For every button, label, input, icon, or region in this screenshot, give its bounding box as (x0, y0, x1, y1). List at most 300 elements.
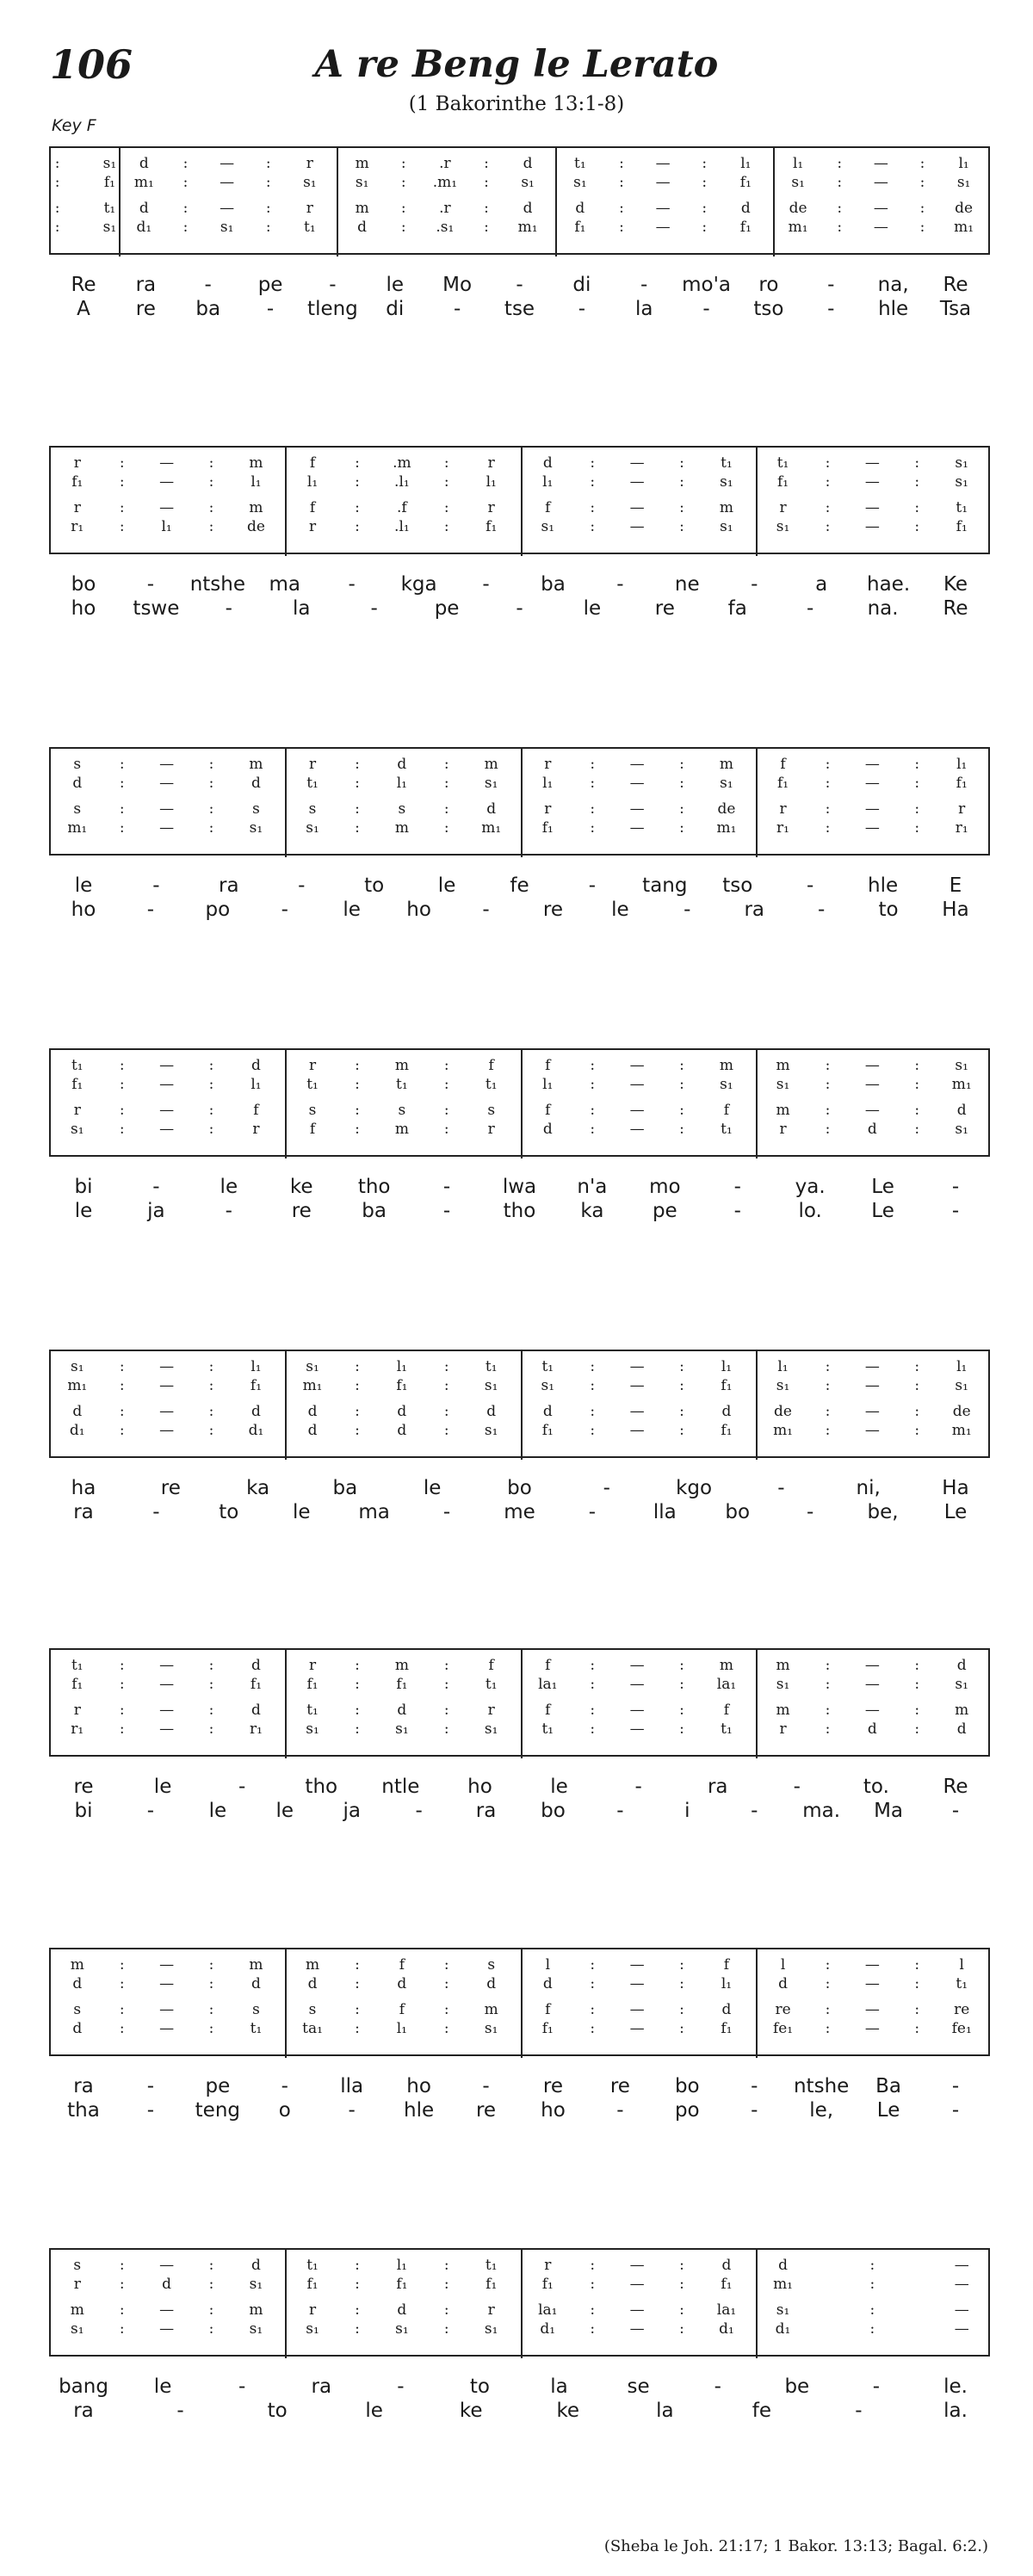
lyric-syllable: tho (503, 1200, 536, 1222)
solfa-note: — (159, 1377, 175, 1394)
solfa-note: s (308, 1102, 317, 1119)
beat-separator: : (443, 1657, 449, 1674)
beat-separator: : (484, 174, 489, 191)
beat-separator: : (919, 200, 925, 217)
solfa-note: r (779, 800, 787, 818)
solfa-note: f₁ (721, 2276, 733, 2293)
solfa-note: r (73, 1102, 81, 1119)
solfa-note: l₁ (740, 155, 752, 172)
beat-separator: : (914, 1676, 920, 1693)
solfa-note: s₁ (955, 1676, 968, 1693)
solfa-note: s₁ (71, 1358, 84, 1375)
solfa-note: — (629, 2257, 645, 2274)
beat-separator: : (443, 2020, 449, 2037)
beat-separator: : (443, 2301, 449, 2319)
solfa-note: l (780, 1956, 786, 1974)
lyric-syllable: le (292, 1501, 311, 1523)
beat-separator: : (679, 2001, 684, 2018)
beat-separator: : (355, 473, 360, 491)
solfa-note: — (629, 2001, 645, 2018)
voice-row (49, 1720, 990, 1738)
beat-separator: : (119, 1121, 125, 1138)
music-system (0, 146, 1033, 405)
lyric-line (49, 2099, 990, 2125)
beat-separator: : (208, 800, 214, 818)
solfa-note: l₁ (956, 756, 968, 773)
solfa-note: d (397, 756, 407, 773)
solfa-note: r (308, 1657, 317, 1674)
solfa-note: — (629, 499, 645, 516)
music-system (0, 446, 1033, 704)
solfa-note: d (575, 200, 585, 217)
voice-row (49, 1121, 990, 1138)
solfa-note: l₁ (306, 473, 319, 491)
lyric-syllable: kga (400, 573, 437, 596)
solfa-note: — (629, 800, 645, 818)
beat-separator: : (590, 499, 596, 516)
beat-separator: : (837, 155, 843, 172)
solfa-note: d (251, 1975, 261, 1992)
lyric-syllable: n'a (577, 1176, 608, 1198)
lyric-syllable: na, (877, 274, 909, 296)
solfa-note: — (159, 1657, 175, 1674)
solfa-note: s₁ (71, 1121, 84, 1138)
solfa-note: d₁ (540, 2320, 556, 2338)
lyric-syllable: bo (71, 573, 96, 596)
solfa-note: — (159, 2257, 175, 2274)
lyric-syllable: - (281, 2075, 288, 2097)
solfa-note: — (864, 1076, 880, 1093)
lyric-syllable: ra (744, 899, 764, 921)
solfa-note: f₁ (739, 219, 752, 236)
lyric-syllable: fe (510, 874, 529, 897)
lyric-syllable: a (815, 573, 828, 596)
solfa-note: t₁ (721, 454, 733, 472)
solfa-note: f₁ (71, 1076, 84, 1093)
solfa-note: la₁ (716, 2301, 737, 2319)
scripture-reference: (1 Bakorinthe 13:1-8) (408, 93, 625, 115)
beat-separator: : (590, 473, 596, 491)
solfa-note: t₁ (485, 1358, 498, 1375)
solfa-note: f₁ (956, 518, 968, 535)
solfa-note: s₁ (306, 819, 319, 837)
beat-separator: : (208, 473, 214, 491)
beat-separator: : (443, 454, 449, 472)
solfa-note: d (956, 1720, 967, 1738)
solfa-note: — (220, 174, 235, 191)
beat-separator: : (679, 819, 684, 837)
solfa-note: de (955, 200, 974, 217)
beat-separator: : (590, 775, 596, 792)
solfa-note: — (629, 1720, 645, 1738)
solfa-note: s₁ (955, 473, 968, 491)
beat-separator: : (208, 1403, 214, 1420)
lyric-syllable: bo (541, 1800, 566, 1822)
solfa-note: t₁ (71, 1657, 84, 1674)
solfa-note: r (308, 518, 317, 535)
beat-separator: : (590, 1121, 596, 1138)
beat-separator: : (355, 2001, 360, 2018)
lyric-syllable: bi (74, 1800, 93, 1822)
solfa-note: d (956, 1657, 967, 1674)
lyric-syllable: ho (406, 899, 431, 921)
beat-separator: : (825, 1102, 831, 1119)
lyric-syllable: - (442, 1176, 451, 1198)
beat-separator: : (443, 1121, 449, 1138)
beat-separator: : (208, 2320, 214, 2338)
beat-separator: : (54, 200, 60, 217)
solfa-note: r₁ (71, 518, 84, 535)
solfa-note: s₁ (541, 518, 555, 535)
beat-separator: : (825, 1358, 831, 1375)
solfa-note: d (139, 200, 149, 217)
lyric-syllable: tho (305, 1776, 338, 1798)
solfa-note: f₁ (250, 1676, 263, 1693)
solfa-note: m (394, 1121, 409, 1138)
voice-row (49, 775, 990, 792)
beat-separator: : (679, 800, 684, 818)
solfa-note: m (484, 2001, 498, 2018)
solfa-note: m₁ (302, 1377, 323, 1394)
solfa-note: .m₁ (432, 174, 458, 191)
lyric-syllable: le (208, 1800, 227, 1822)
solfa-note: s₁ (303, 174, 317, 191)
solfa-note: d (251, 2257, 261, 2274)
solfa-note: d₁ (69, 1422, 85, 1439)
beat-separator: : (825, 775, 831, 792)
lyric-syllable: lla (653, 1501, 677, 1523)
solfa-note: l₁ (792, 155, 804, 172)
beat-separator: : (702, 219, 708, 236)
solfa-note: — (629, 2020, 645, 2037)
beat-separator: : (825, 1720, 831, 1738)
beat-separator: : (443, 1676, 449, 1693)
beat-separator: : (119, 756, 125, 773)
solfa-note: — (629, 1956, 645, 1974)
beat-separator: : (208, 454, 214, 472)
beat-separator: : (914, 473, 920, 491)
beat-separator: : (400, 219, 406, 236)
beat-separator: : (355, 756, 360, 773)
voice-row (49, 499, 990, 516)
lyric-syllable: la (293, 597, 311, 620)
music-system (0, 2248, 1033, 2506)
lyric-line (49, 2400, 990, 2425)
beat-separator: : (443, 518, 449, 535)
solfa-note: — (629, 2276, 645, 2293)
solfa-note: s₁ (955, 1377, 968, 1394)
lyric-syllable: se (627, 2375, 650, 2398)
lyric-syllable: le (611, 899, 629, 921)
solfa-note: — (629, 819, 645, 837)
solfa-note: — (220, 200, 235, 217)
beat-separator: : (825, 499, 831, 516)
lyric-line (49, 274, 990, 300)
lyric-syllable: hle (878, 298, 909, 320)
lyric-syllable: - (370, 597, 378, 620)
beat-separator: : (443, 2320, 449, 2338)
lyric-syllable: le (74, 874, 93, 897)
lyric-line (49, 1176, 990, 1202)
solfa-note: — (864, 775, 880, 792)
voice-row (49, 800, 990, 818)
beat-separator: : (702, 155, 708, 172)
solfa-note: s₁ (776, 1076, 790, 1093)
solfa-note: f (399, 1956, 405, 1974)
beat-separator: : (119, 1076, 125, 1093)
solfa-note: — (629, 1358, 645, 1375)
solfa-note: t₁ (485, 1076, 498, 1093)
solfa-note: r (487, 499, 495, 516)
lyric-syllable: - (146, 899, 155, 921)
beat-separator: : (679, 1975, 684, 1992)
beat-separator: : (825, 1657, 831, 1674)
solfa-note: — (864, 454, 880, 472)
beat-separator: : (119, 2276, 125, 2293)
solfa-note: m₁ (67, 1377, 88, 1394)
solfa-note: l₁ (721, 1358, 733, 1375)
lyric-syllable: - (777, 1477, 785, 1499)
beat-separator: : (355, 1358, 360, 1375)
solfa-note: s₁ (484, 1720, 498, 1738)
beat-separator: : (590, 1720, 596, 1738)
lyric-syllable: - (152, 1501, 160, 1523)
solfa-note: l₁ (777, 1358, 789, 1375)
beat-separator: : (590, 1702, 596, 1719)
solfa-note: — (629, 2320, 645, 2338)
voice-row (49, 1702, 990, 1719)
lyric-syllable: mo (649, 1176, 681, 1198)
solfa-note: — (864, 2001, 880, 2018)
lyric-syllable: to (878, 899, 899, 921)
lyric-syllable: Ma (874, 1800, 904, 1822)
solfa-note: f (545, 2001, 551, 2018)
solfa-note: d₁ (136, 219, 152, 236)
solfa-note: m (719, 756, 734, 773)
beat-separator: : (119, 473, 125, 491)
beat-separator: : (443, 1702, 449, 1719)
lyric-syllable: - (603, 1477, 610, 1499)
solfa-note: m (394, 819, 409, 837)
lyric-syllable: - (817, 899, 826, 921)
solfa-note: r (779, 1720, 787, 1738)
solfa-note: f₁ (956, 775, 968, 792)
lyric-syllable: o (278, 2099, 291, 2122)
lyric-syllable: ra (219, 874, 239, 897)
beat-separator: : (400, 200, 406, 217)
solfa-note: s₁ (102, 155, 117, 172)
lyric-syllable: - (807, 597, 814, 620)
solfa-note: m (249, 1956, 263, 1974)
solfa-note: s₁ (791, 174, 805, 191)
solfa-note: m₁ (773, 1422, 793, 1439)
beat-separator: : (484, 200, 489, 217)
lyric-syllable: po (674, 2099, 700, 2122)
lyric-syllable: - (516, 597, 523, 620)
solfa-note: l₁ (251, 1358, 262, 1375)
beat-separator: : (208, 1377, 214, 1394)
solfa-note: s (308, 2001, 317, 2018)
solfa-note: — (159, 1676, 175, 1693)
solfa-note: t₁ (306, 1702, 319, 1719)
solfa-note: — (873, 219, 888, 236)
solfa-note: d₁ (775, 2320, 791, 2338)
beat-separator: : (119, 800, 125, 818)
beat-separator: : (590, 1076, 596, 1093)
solfa-note: t₁ (776, 454, 789, 472)
beat-separator: : (590, 454, 596, 472)
solfa-note: d (542, 1121, 553, 1138)
solfa-note: s₁ (484, 2020, 498, 2037)
beat-separator: : (443, 473, 449, 491)
beat-separator: : (119, 1720, 125, 1738)
solfa-note: .l₁ (394, 518, 410, 535)
solfa-note: — (159, 1422, 175, 1439)
beat-separator: : (869, 2276, 875, 2293)
solfa-note: — (873, 155, 888, 172)
lyric-syllable: be, (867, 1501, 899, 1523)
lyric-syllable: - (225, 597, 232, 620)
lyric-syllable: re (609, 2075, 630, 2097)
beat-separator: : (265, 200, 271, 217)
beat-separator: : (590, 518, 596, 535)
beat-separator: : (825, 454, 831, 472)
solfa-note: l₁ (486, 473, 497, 491)
beat-separator: : (119, 1422, 125, 1439)
lyric-syllable: ho (406, 2075, 431, 2097)
lyric-syllable: - (415, 1800, 423, 1822)
lyric-syllable: le (153, 2375, 172, 2398)
solfa-note: — (629, 2301, 645, 2319)
lyric-syllable: ho (71, 597, 96, 620)
lyric-syllable: tso (722, 874, 753, 897)
lyric-syllable: - (397, 2375, 405, 2398)
solfa-note: s₁ (956, 174, 971, 191)
lyric-syllable: ne (674, 573, 700, 596)
beat-separator: : (590, 819, 596, 837)
solfa-note: d (778, 1975, 788, 1992)
lyric-syllable: - (640, 274, 648, 296)
beat-separator: : (208, 1676, 214, 1693)
solfa-note: f₁ (739, 174, 752, 191)
lyric-syllable: - (951, 2099, 960, 2122)
solfa-note: .s₁ (436, 219, 455, 236)
solfa-note: — (629, 1702, 645, 1719)
beat-separator: : (443, 1975, 449, 1992)
beat-separator: : (54, 219, 60, 236)
voice-row (49, 1956, 990, 1974)
solfa-note: f₁ (71, 1676, 84, 1693)
beat-separator: : (443, 1076, 449, 1093)
beat-separator: : (679, 499, 684, 516)
music-system (0, 747, 1033, 1005)
lyric-syllable: ka (246, 1477, 270, 1499)
lyric-syllable: tha (67, 2099, 100, 2122)
lyric-syllable: Re (943, 597, 968, 620)
beat-separator: : (484, 155, 489, 172)
lyric-syllable: ntle (381, 1776, 420, 1798)
solfa-note: fe₁ (772, 2020, 794, 2037)
beat-separator: : (182, 155, 189, 172)
beat-separator: : (825, 1057, 831, 1074)
solfa-note: f₁ (396, 1676, 408, 1693)
solfa-note: fe₁ (951, 2020, 972, 2037)
solfa-note: f₁ (574, 219, 586, 236)
lyric-syllable: - (588, 1501, 597, 1523)
beat-separator: : (590, 1102, 596, 1119)
lyric-syllable: le (275, 1800, 294, 1822)
lyric-line (49, 597, 990, 623)
beat-separator: : (590, 1422, 596, 1439)
lyric-syllable: ke (459, 2400, 483, 2422)
lyric-syllable: Mo (442, 274, 473, 296)
lyric-syllable: - (442, 1501, 451, 1523)
solfa-note: d (721, 2257, 732, 2274)
beat-separator: : (679, 1720, 684, 1738)
solfa-note: t₁ (721, 1720, 733, 1738)
voice-row (49, 2276, 990, 2293)
solfa-note: m₁ (517, 219, 538, 236)
lyric-syllable: tho (357, 1176, 391, 1198)
solfa-note: l₁ (396, 775, 408, 792)
lyric-syllable: la (550, 2375, 568, 2398)
solfa-note: s₁ (541, 1377, 555, 1394)
lyric-syllable: ho (467, 1776, 492, 1798)
lyric-syllable: - (733, 1200, 741, 1222)
lyric-syllable: - (146, 1800, 155, 1822)
solfa-note: m₁ (133, 174, 154, 191)
lyric-syllable: po (205, 899, 231, 921)
beat-separator: : (914, 2020, 920, 2037)
solfa-note: r (544, 800, 552, 818)
beat-separator: : (869, 2301, 875, 2319)
solfa-note: s₁ (720, 775, 733, 792)
beat-separator: : (355, 454, 360, 472)
solfa-note: r (308, 756, 317, 773)
beat-separator: : (119, 1102, 125, 1119)
beat-separator: : (355, 1377, 360, 1394)
beat-separator: : (443, 1403, 449, 1420)
solfa-note: r (487, 1121, 495, 1138)
lyric-syllable: ma (269, 573, 301, 596)
lyric-syllable: Ba (875, 2075, 901, 2097)
beat-separator: : (590, 2276, 596, 2293)
lyric-syllable: mo'a (682, 274, 732, 296)
solfa-note: — (629, 1422, 645, 1439)
lyric-syllable: - (827, 298, 835, 320)
beat-separator: : (208, 518, 214, 535)
solfa-note: d (251, 775, 261, 792)
solfa-note: — (159, 2301, 175, 2319)
lyric-syllable: - (714, 2375, 721, 2398)
solfa-note: d (740, 200, 751, 217)
beat-separator: : (825, 1403, 831, 1420)
solfa-note: — (954, 2320, 969, 2338)
beat-separator: : (208, 499, 214, 516)
lyric-syllable: - (281, 899, 288, 921)
lyric-syllable: re (542, 2075, 564, 2097)
solfa-note: f (545, 499, 551, 516)
lyric-syllable: - (827, 274, 835, 296)
beat-separator: : (679, 1358, 684, 1375)
lyric-syllable: lla (340, 2075, 364, 2097)
lyric-syllable: ya. (795, 1176, 826, 1198)
beat-separator: : (590, 2257, 596, 2274)
beat-separator: : (825, 2001, 831, 2018)
lyric-syllable: - (616, 573, 624, 596)
solfa-note: d (72, 1403, 83, 1420)
beat-separator: : (619, 200, 624, 217)
